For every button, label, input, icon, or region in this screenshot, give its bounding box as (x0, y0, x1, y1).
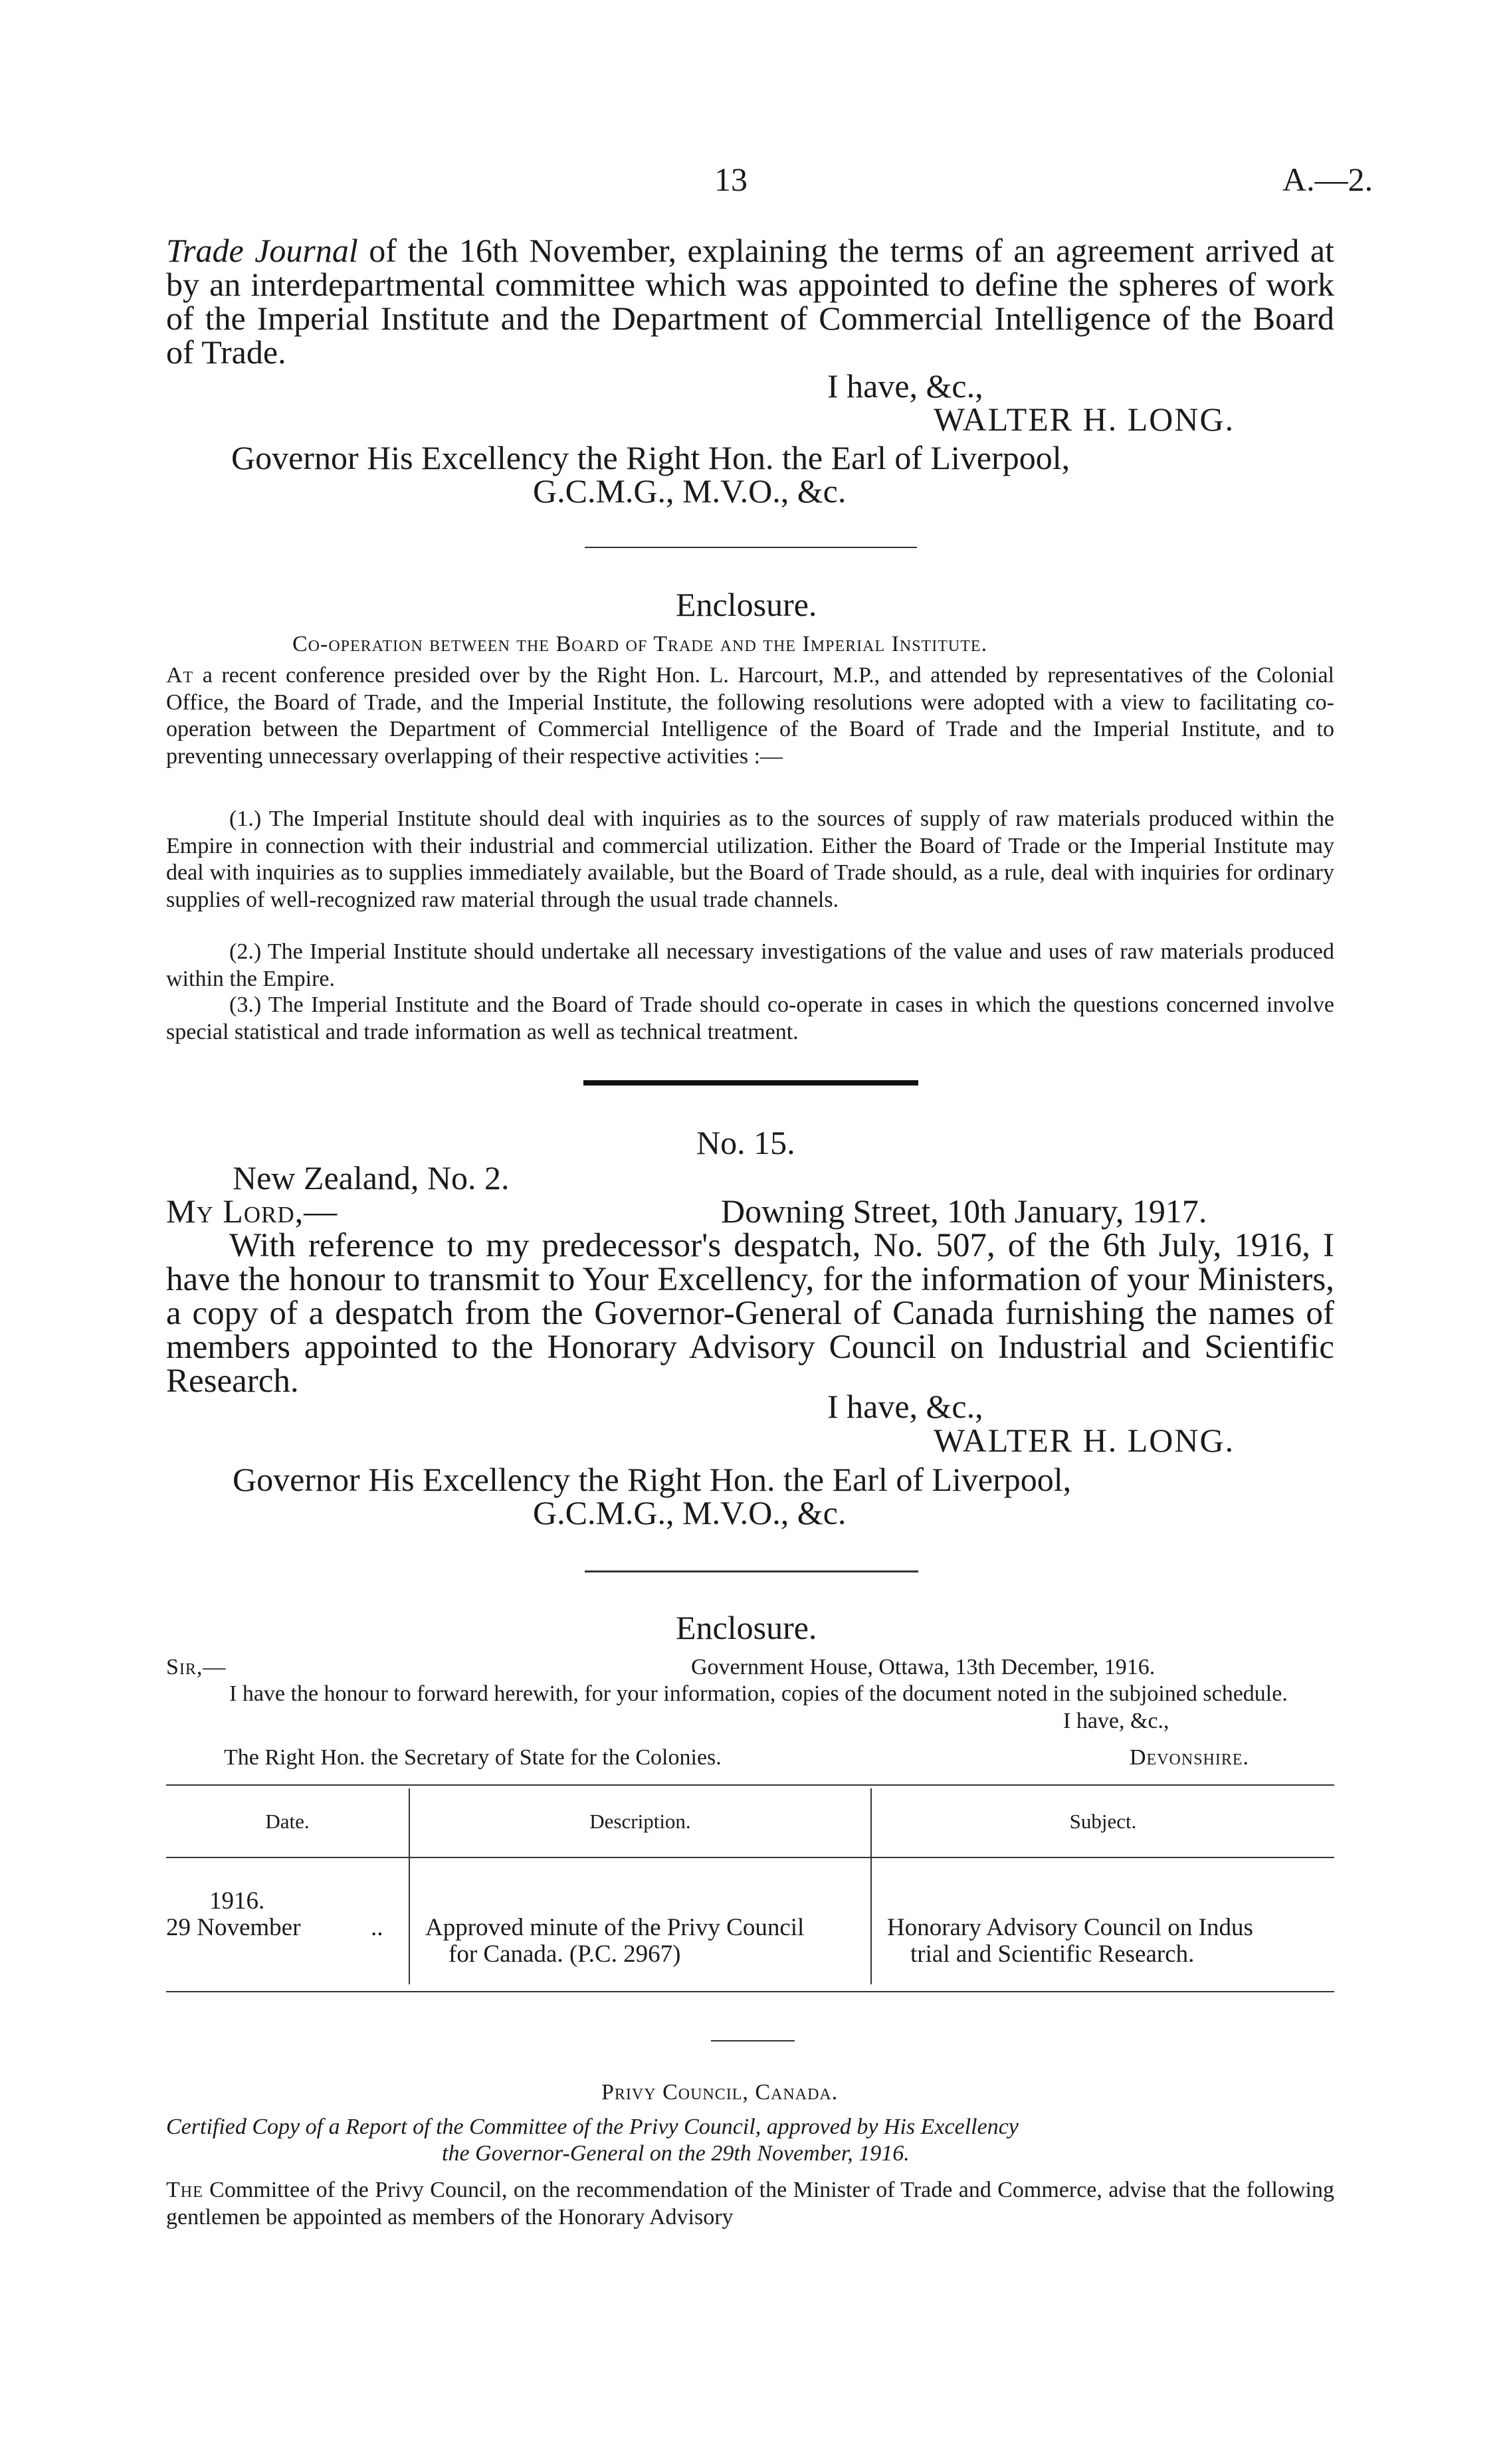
resolution-2: (2.) The Imperial Institute should undertake all necessary investigations of the value and uses of raw materials produced within the Empire. (166, 939, 1334, 991)
letter-14-body-text: of the 16th November, explaining the terms of an agreement arrived at by an interdepartmental committee which was appointed to define the spheres of work of the Imperial Institute and the Department of Commercial Intelligence of the Board of Trade. (166, 232, 1335, 371)
enclosure-2-signature: Devonshire. (1130, 1745, 1250, 1770)
enclosure-2-heading: Enclosure. (676, 1609, 817, 1646)
journal-title: Trade Journal (166, 232, 358, 269)
table-header-subject: Subject. (1069, 1810, 1137, 1833)
letter-15-addressee: Governor His Excellency the Right Hon. the Earl of Liverpool, (233, 1461, 1072, 1498)
divider (585, 547, 917, 548)
intro-text: a recent conference presided over by the Right Hon. L. Harcourt, M.P., and attended by representatives of the Colonial Office, the Board of Trade, and the Imperial Institute, the following resolutions were adopted with a view to facilitating co-operation between the Department of Commercial Intelligence of the Board of Trade and the Imperial Institute, and to preventing unnecessary overlapping of their respective activities :— (166, 663, 1334, 769)
letter-15-body: With reference to my predecessor's despatch, No. 507, of the 6th July, 1916, I have the honour to transmit to Your Excellency, for the information of your Ministers, a copy of a despatch from the Governor-General of Canada furnishing the names of members appointed to the Honorary Advisory Council on Industrial and Scientific Research. (166, 1227, 1334, 1400)
table-header-rule (166, 1857, 1334, 1858)
row-year: 1916. (209, 1887, 265, 1915)
row-subject-cont: trial and Scientific Research. (910, 1941, 1195, 1968)
resolution-1: (1.) The Imperial Institute should deal with inquiries as to the sources of supply of raw materials produced within the Empire in connection with their industrial and commercial utilization. Either the Board of Trade or the Imperial Institute may deal with inquiries as to supplies immediately available, but the Board of Trade should, as a rule, deal with inquiries for ordinary supplies of well-recognized raw material through the usual trade channels. (166, 806, 1334, 912)
resolution-3: (3.) The Imperial Institute and the Board of Trade should co-operate in cases in which the questions concerned involve special statistical and trade information as well as technical treatment. (166, 993, 1334, 1044)
table-header-date: Date. (265, 1810, 310, 1833)
letter-15-reference: New Zealand, No. 2. (233, 1159, 510, 1196)
row-date: 29 November (166, 1914, 301, 1941)
enclosure-1-intro (166, 662, 1334, 770)
letter-14-addressee-titles: G.C.M.G., M.V.O., &c. (533, 472, 847, 510)
table-top-rule (166, 1784, 1334, 1786)
enclosure-2-place-date: Government House, Ottawa, 13th December, 1916. (691, 1655, 1155, 1679)
row-date-leader: .. (371, 1914, 383, 1941)
row-subject: Honorary Advisory Council on Indus (887, 1914, 1253, 1941)
letter-15-salutation: My Lord,— (166, 1192, 338, 1230)
divider (585, 1570, 918, 1572)
short-divider (711, 2040, 795, 2041)
certified-line-2: the Governor-General on the 29th November, 1916. (442, 2141, 910, 2166)
row-description: Approved minute of the Privy Council (425, 1914, 805, 1941)
letter-14-signature: WALTER H. LONG. (934, 401, 1235, 438)
enclosure-2-body: I have the honour to forward herewith, for your information, copies of the document noted in the subjoined schedule. (229, 1681, 1288, 1706)
intro-lead-word: At (166, 663, 194, 688)
page-number: 13 (714, 161, 748, 198)
certified-line-1: Certified Copy of a Report of the Committee of the Privy Council, approved by His Excellency (166, 2115, 1019, 2139)
letter-14-addressee: Governor His Excellency the Right Hon. the Earl of Liverpool, (231, 439, 1070, 476)
letter-15-signature: WALTER H. LONG. (934, 1422, 1235, 1459)
body-text: Committee of the Privy Council, on the recommendation of the Minister of Trade and Commerce, advise that the following gentlemen be appointed as members of the Honorary Advisory (166, 2178, 1334, 2229)
enclosure-1-heading: Enclosure. (676, 586, 817, 623)
body-lead-word: The (166, 2178, 203, 2202)
letter-15-closing: I have, &c., (827, 1388, 983, 1425)
enclosure-2-recipient: The Right Hon. the Secretary of State for the Colonies. (224, 1745, 722, 1770)
series-code: A.—2. (1282, 161, 1373, 198)
enclosure-2-closing: I have, &c., (1063, 1709, 1169, 1733)
row-description-cont: for Canada. (P.C. 2967) (449, 1941, 681, 1968)
table-bottom-rule (166, 1991, 1334, 1992)
enclosure-2-salutation: Sir,— (166, 1655, 227, 1679)
table-header-description: Description. (589, 1810, 691, 1833)
letter-14-closing: I have, &c., (827, 367, 983, 405)
letter-15-addressee-titles: G.C.M.G., M.V.O., &c. (533, 1494, 847, 1531)
enclosure-1-subheading: Co-operation between the Board of Trade and the Imperial Institute. (292, 632, 988, 656)
privy-council-heading: Privy Council, Canada. (601, 2080, 839, 2105)
letter-14-body (166, 234, 1334, 369)
letter-15-number: No. 15. (696, 1124, 795, 1161)
privy-council-body (166, 2177, 1334, 2231)
section-divider-thick (583, 1080, 918, 1086)
letter-15-place-date: Downing Street, 10th January, 1917. (721, 1192, 1207, 1230)
